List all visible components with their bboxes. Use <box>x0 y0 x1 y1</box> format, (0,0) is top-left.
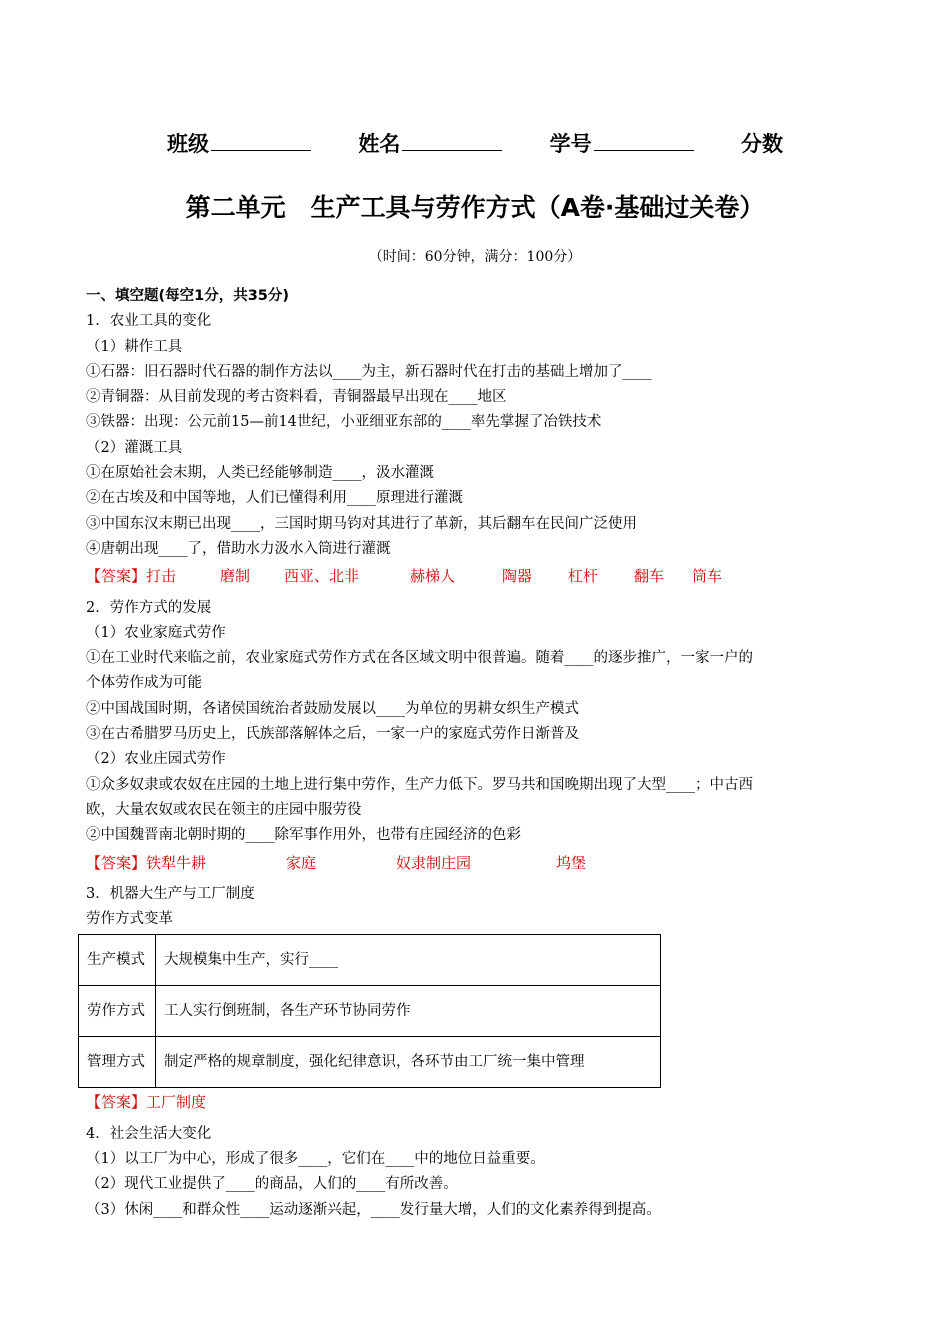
answer-item: 奴隶制庄园 <box>396 853 472 872</box>
answer-item: 杠杆 <box>568 567 599 586</box>
answer-item: 陶器 <box>502 567 533 586</box>
question-line: （3）休闲____和群众性____运动逐渐兴起，____发行量大增，人们的文化素养得到提高。 <box>86 1201 661 1218</box>
answer-item: 筒车 <box>692 567 723 586</box>
question-2-title: 2．劳作方式的发展 <box>86 599 212 616</box>
question-line: ①在工业时代来临之前，农业家庭式劳作方式在各区域文明中很普遍。随着____的逐步推广，一家一户的 <box>86 650 753 667</box>
question-3-title: 3．机器大生产与工厂制度 <box>86 885 255 902</box>
student-id-field <box>550 128 694 158</box>
question-line: ②青铜器：从目前发现的考古资料看，青铜器最早出现在____地区 <box>86 389 507 406</box>
class-blank <box>211 132 311 151</box>
labor-mode-table <box>78 934 661 1088</box>
table-caption: 劳作方式变革 <box>86 911 173 928</box>
question-line: ①众多奴隶或农奴在庄园的土地上进行集中劳作，生产力低下。罗马共和国晚期出现了大型____；中古西 <box>86 776 753 793</box>
answer-line <box>86 1090 866 1115</box>
question-line: 欧，大量农奴或农民在领主的庄园中服劳役 <box>86 801 362 818</box>
class-label: 班级 <box>167 132 210 156</box>
question-line: ②在古埃及和中国等地，人们已懂得利用____原理进行灌溉 <box>86 490 463 507</box>
exam-info: （时间：60分钟，满分：100分） <box>368 249 582 265</box>
question-2-subheading: （1）农业家庭式劳作 <box>86 624 226 641</box>
table-value-cell: 工人实行倒班制，各生产环节协同劳作 <box>156 986 661 1037</box>
question-line: （1）以工厂为中心，形成了很多____，它们在____中的地位日益重要。 <box>86 1151 545 1168</box>
question-4-title: 4．社会生活大变化 <box>86 1125 212 1142</box>
name-field <box>358 128 502 158</box>
answer-label: 【答案】 <box>86 567 147 586</box>
table-value-cell: 大规模集中生产，实行____ <box>156 935 661 986</box>
question-1-subheading: （2）灌溉工具 <box>86 439 183 456</box>
page-title: 第二单元 生产工具与劳作方式（A卷·基础过关卷） <box>185 193 765 222</box>
table-row <box>79 935 661 986</box>
name-blank <box>402 132 502 151</box>
table-key-cell: 生产模式 <box>79 935 156 986</box>
answer-item: 工厂制度 <box>146 1093 207 1112</box>
question-line: （2）现代工业提供了____的商品，人们的____有所改善。 <box>86 1176 458 1193</box>
table-row <box>79 986 661 1037</box>
question-1-subheading: （1）耕作工具 <box>86 338 183 355</box>
answer-item: 打击 <box>146 567 177 586</box>
answer-line <box>86 564 866 589</box>
answer-item: 铁犁牛耕 <box>146 853 207 872</box>
table-value-cell: 制定严格的规章制度，强化纪律意识，各环节由工厂统一集中管理 <box>156 1037 661 1088</box>
answer-line <box>86 851 866 876</box>
question-line: ③中国东汉末期已出现____，三国时期马钧对其进行了革新，其后翻车在民间广泛使用 <box>86 515 637 532</box>
table-key-cell: 劳作方式 <box>79 986 156 1037</box>
table-key-cell: 管理方式 <box>79 1037 156 1088</box>
question-line: ①石器：旧石器时代石器的制作方法以____为主，新石器时代在打击的基础上增加了____ <box>86 363 652 380</box>
score-field <box>741 128 783 158</box>
question-line: 个体劳作成为可能 <box>86 675 202 692</box>
table-row <box>79 1037 661 1088</box>
question-1-title: 1．农业工具的变化 <box>86 313 212 330</box>
answer-item: 赫梯人 <box>410 567 456 586</box>
section-heading: 一、填空题(每空1分，共35分) <box>86 288 290 304</box>
question-line: ②中国战国时期，各诸侯国统治者鼓励发展以____为单位的男耕女织生产模式 <box>86 700 579 717</box>
answer-item: 磨制 <box>220 567 251 586</box>
answer-item: 家庭 <box>286 853 317 872</box>
exam-content <box>86 284 866 1223</box>
answer-label: 【答案】 <box>86 853 147 872</box>
question-line: ②中国魏晋南北朝时期的____除军事作用外，也带有庄园经济的色彩 <box>86 827 521 844</box>
question-line: ③铁器：出现：公元前15—前14世纪，小亚细亚东部的____率先掌握了冶铁技术 <box>86 414 602 431</box>
question-line: ④唐朝出现____了，借助水力汲水入筒进行灌溉 <box>86 540 391 557</box>
answer-label: 【答案】 <box>86 1093 147 1112</box>
student-info-header <box>0 128 950 158</box>
name-label: 姓名 <box>358 132 401 156</box>
question-line: ③在古希腊罗马历史上，氏族部落解体之后，一家一户的家庭式劳作日渐普及 <box>86 726 579 743</box>
score-label: 分数 <box>740 132 783 156</box>
answer-item: 翻车 <box>634 567 665 586</box>
question-line: ①在原始社会末期，人类已经能够制造____，汲水灌溉 <box>86 465 434 482</box>
answer-item: 西亚、北非 <box>284 567 360 586</box>
class-field <box>167 128 311 158</box>
student-id-blank <box>594 132 694 151</box>
student-id-label: 学号 <box>549 132 592 156</box>
question-2-subheading: （2）农业庄园式劳作 <box>86 751 226 768</box>
answer-item: 坞堡 <box>556 853 587 872</box>
